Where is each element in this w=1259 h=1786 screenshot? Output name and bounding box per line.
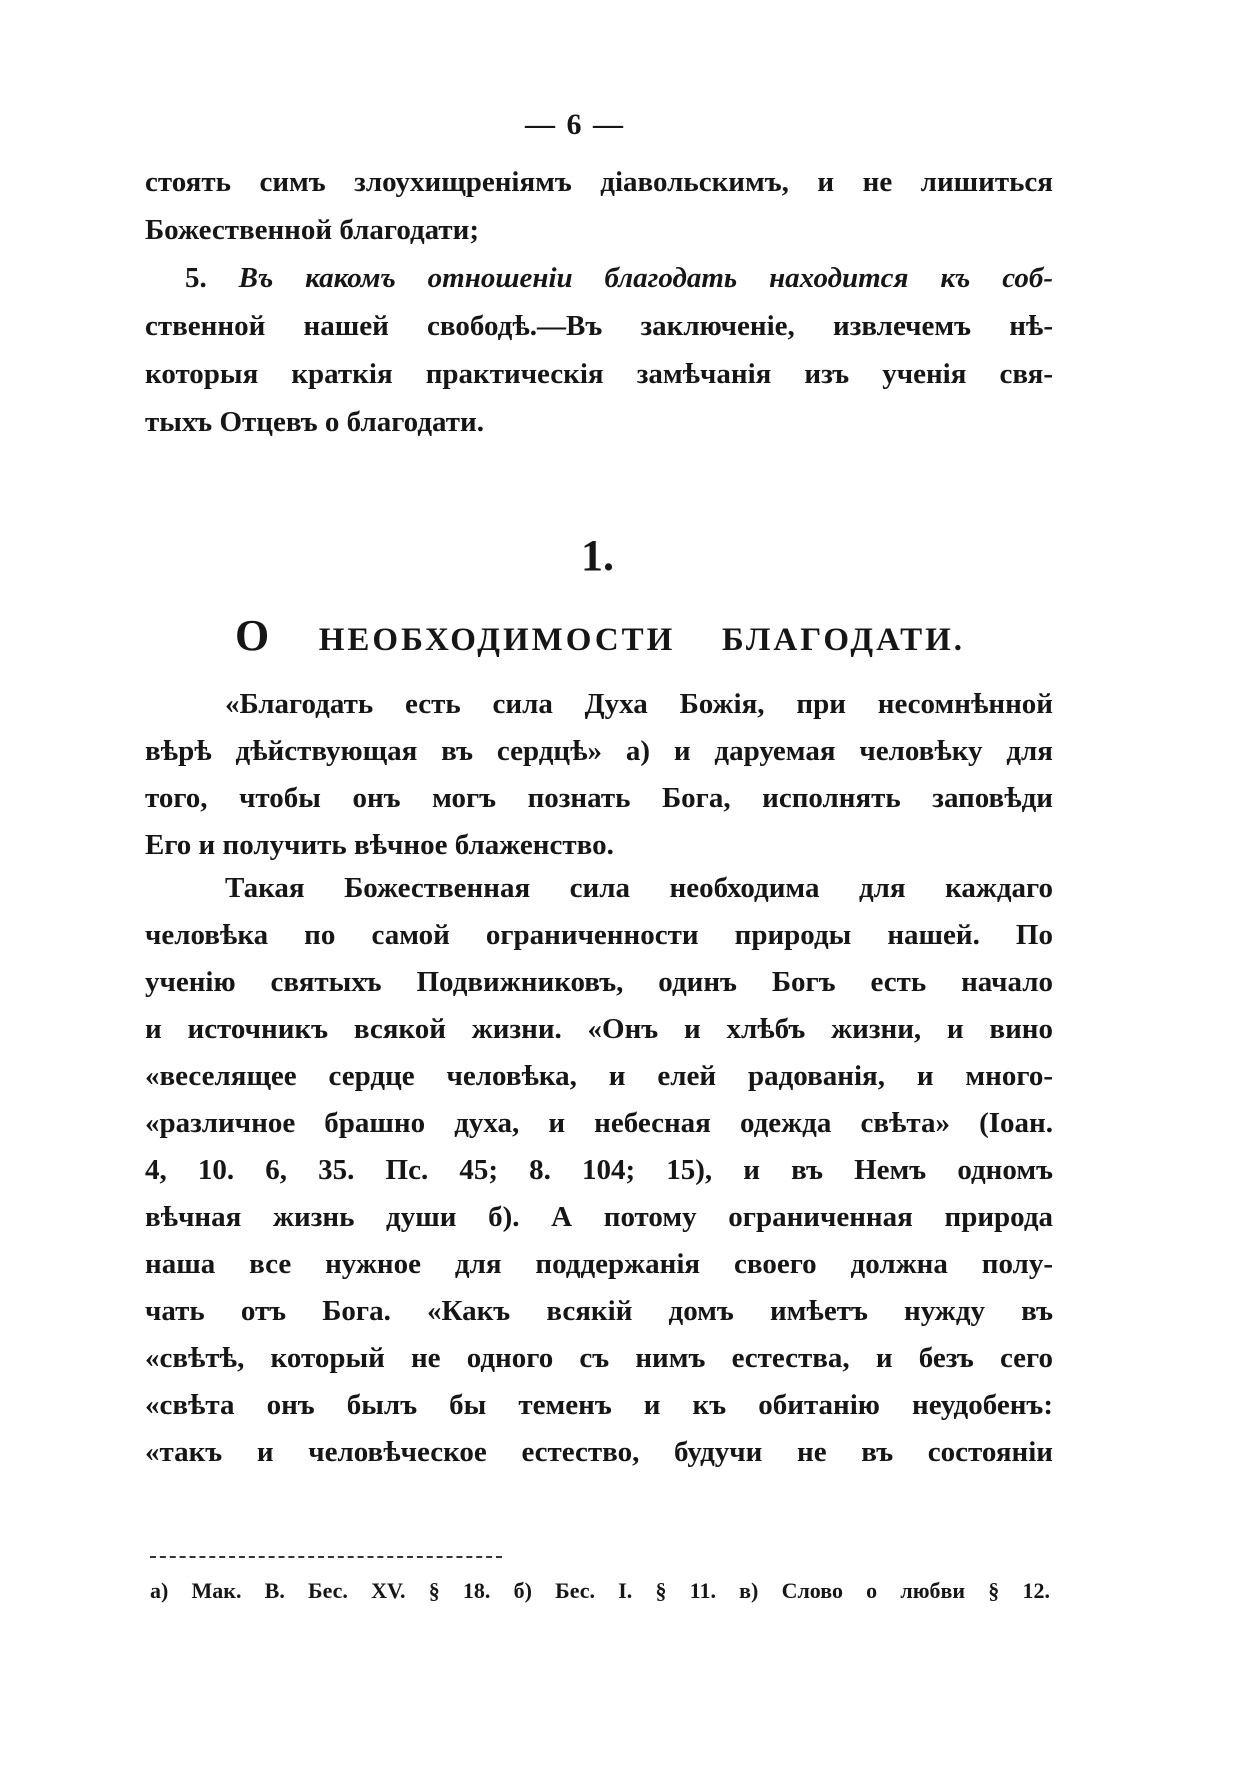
chapter-title [235, 610, 965, 661]
text-line: «такъ и человѣческое естество, будучи не въ состояніи [145, 1436, 1053, 1468]
text-line: «свѣта онъ былъ бы теменъ и къ обитанію неудобенъ: [145, 1389, 1053, 1421]
text-line: чать отъ Бога. «Какъ всякій домъ имѣетъ нужду въ [145, 1295, 1053, 1327]
page-number: — 6 — [525, 108, 625, 141]
paragraph-2 [145, 874, 1053, 1467]
text-line: ученію святыхъ Подвижниковъ, одинъ Богъ есть начало [145, 966, 1053, 998]
chapter-number: 1. [581, 531, 614, 580]
intro-block [145, 168, 1053, 437]
footnotes: а) Мак. В. Бес. XV. § 18. б) Бес. І. § 11. в) Слово о любви § 12. [150, 1578, 1050, 1603]
text-line: стоять симъ злоухищреніямъ діавольскимъ, и не лишиться [145, 166, 1053, 198]
text-line: «веселящее сердце человѣка, и елей радованія, и много- [145, 1060, 1053, 1092]
list-item-number: 5. [185, 262, 207, 294]
text-line: ственной нашей свободѣ.—Въ заключеніе, извлечемъ нѣ- [145, 310, 1053, 342]
chapter-title-rest: НЕОБХОДИМОСТИ БЛАГОДАТИ. [318, 622, 965, 658]
text-line: вѣрѣ дѣйствующая въ сердцѣ» а) и даруемая человѣку для [145, 735, 1053, 767]
text-line: «различное брашно духа, и небесная одежда свѣта» (Іоан. [145, 1107, 1053, 1139]
text-line: Такая Божественная сила необходима для каждаго [225, 872, 1053, 904]
text-line: наша все нужное для поддержанія своего должна полу- [145, 1248, 1053, 1280]
text-line: 4, 10. 6, 35. Пс. 45; 8. 104; 15), и въ Немъ одномъ [145, 1154, 1053, 1186]
footnote-divider [150, 1556, 502, 1558]
text-line: человѣка по самой ограниченности природы нашей. По [145, 919, 1053, 951]
list-item-italic-text: Въ какомъ отношеніи благодать находится къ соб- [238, 262, 1054, 294]
chapter-title-first: О [235, 611, 273, 660]
text-line: вѣчная жизнь души б). А потому ограниченная природа [145, 1201, 1053, 1233]
text-line: «свѣтѣ, который не одного съ нимъ естества, и безъ сего [145, 1342, 1053, 1374]
text-line: «Благодать есть сила Духа Божія, при несомнѣнной [225, 688, 1053, 720]
text-line: и источникъ всякой жизни. «Онъ и хлѣбъ жизни, и вино [145, 1013, 1053, 1045]
list-item-5-first-line [145, 264, 1053, 293]
text-line: Его и получить вѣчное блаженство. [145, 829, 614, 861]
text-line: тыхъ Отцевъ о благодати. [145, 406, 484, 438]
text-line: Божественной благодати; [145, 214, 480, 246]
text-line: которыя краткія практическія замѣчанія изъ ученія свя- [145, 358, 1053, 390]
paragraph-1 [145, 690, 1053, 860]
text-line: того, чтобы онъ могъ познать Бога, исполнять заповѣди [145, 782, 1053, 814]
